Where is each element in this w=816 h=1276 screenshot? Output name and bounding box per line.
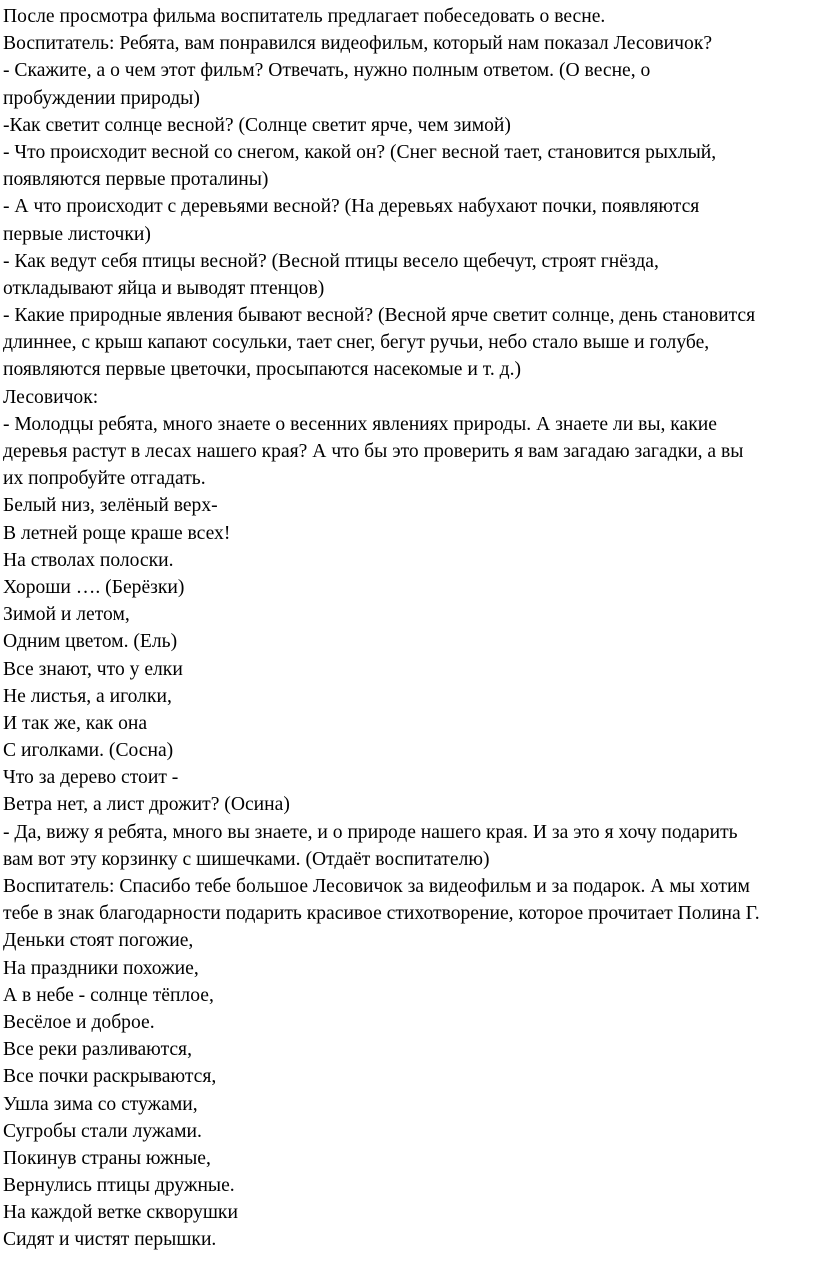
text-line: - А что происходит с деревьями весной? (На деревьях набухают почки, появляются	[3, 196, 700, 218]
text-line: тебе в знак благодарности подарить красивое стихотворение, которое прочитает Полина Г.	[3, 903, 760, 925]
text-line: их попробуйте отгадать.	[3, 468, 206, 490]
speaker-label: Лесовичок:	[3, 386, 99, 408]
poem-line: Сугробы стали лужами.	[3, 1120, 202, 1142]
text-line: - Молодцы ребята, много знаете о весенних явлениях природы. А знаете ли вы, какие	[3, 413, 717, 435]
text-line: появляются первые проталины)	[3, 169, 269, 191]
text-line: - Какие природные явления бывают весной? (Весной ярче светит солнце, день становится	[3, 305, 756, 327]
text-line: длиннее, с крыш капают сосульки, тает снег, бегут ручьи, небо стало выше и голубе,	[3, 332, 710, 354]
poem-line: Покинув страны южные,	[3, 1147, 211, 1169]
text-line: появляются первые цветочки, просыпаются насекомые и т. д.)	[3, 359, 522, 381]
text-line: - Что происходит весной со снегом, какой он? (Снег весной тает, становится рыхлый,	[3, 141, 717, 163]
poem-line: А в небе - солнце тёплое,	[3, 984, 214, 1006]
riddle-line: Хороши …. (Берёзки)	[3, 576, 185, 598]
text-line: Воспитатель: Ребята, вам понравился видеофильм, который нам показал Лесовичок?	[3, 33, 713, 55]
riddle-line: В летней роще краше всех!	[3, 522, 231, 544]
text-line: - Как ведут себя птицы весной? (Весной птицы весело щебечут, строят гнёзда,	[3, 250, 659, 272]
poem-line: Все почки раскрываются,	[3, 1066, 217, 1088]
riddle-line: Одним цветом. (Ель)	[3, 631, 178, 653]
text-line: первые листочки)	[3, 223, 151, 245]
riddle-line: Белый низ, зелёный верх-	[3, 495, 218, 517]
text-line: вам вот эту корзинку с шишечками. (Отдаёт воспитателю)	[3, 848, 490, 870]
text-line: откладывают яйца и выводят птенцов)	[3, 277, 325, 299]
poem-line: Деньки стоят погожие,	[3, 930, 194, 952]
riddle-line: На стволах полоски.	[3, 549, 174, 571]
text-line: Воспитатель: Спасибо тебе большое Лесовичок за видеофильм и за подарок. А мы хотим	[3, 876, 750, 897]
riddle-line: Все знают, что у елки	[3, 658, 183, 680]
poem-line: Все реки разливаются,	[3, 1039, 192, 1061]
text-line: - Скажите, а о чем этот фильм? Отвечать, нужно полным ответом. (О весне, о	[3, 60, 651, 82]
riddle-line: Зимой и летом,	[3, 604, 130, 626]
poem-line: На каждой ветке скворушки	[3, 1202, 238, 1224]
text-line: - Да, вижу я ребята, много вы знаете, и о природе нашего края. И за это я хочу подарить	[3, 821, 738, 843]
poem-line: Ушла зима со стужами,	[3, 1093, 198, 1115]
poem-line: На праздники похожие,	[3, 957, 199, 979]
riddle-line: И так же, как она	[3, 712, 148, 734]
riddle-line: Что за дерево стоит -	[3, 767, 179, 789]
text-line: -Как светит солнце весной? (Солнце светит ярче, чем зимой)	[3, 114, 511, 136]
riddle-line: Не листья, а иголки,	[3, 685, 172, 707]
poem-line: Сидят и чистят перышки.	[3, 1229, 217, 1251]
riddle-line: Ветра нет, а лист дрожит? (Осина)	[3, 794, 290, 816]
riddle-line: С иголками. (Сосна)	[3, 740, 174, 762]
text-line: пробуждении природы)	[3, 87, 200, 109]
poem-line: Весёлое и доброе.	[3, 1011, 155, 1033]
poem-line: Вернулись птицы дружные.	[3, 1175, 235, 1197]
text-line: деревья растут в лесах нашего края? А что бы это проверить я вам загадаю загадки, а вы	[3, 441, 744, 462]
text-line: После просмотра фильма воспитатель предлагает побеседовать о весне.	[3, 6, 606, 27]
